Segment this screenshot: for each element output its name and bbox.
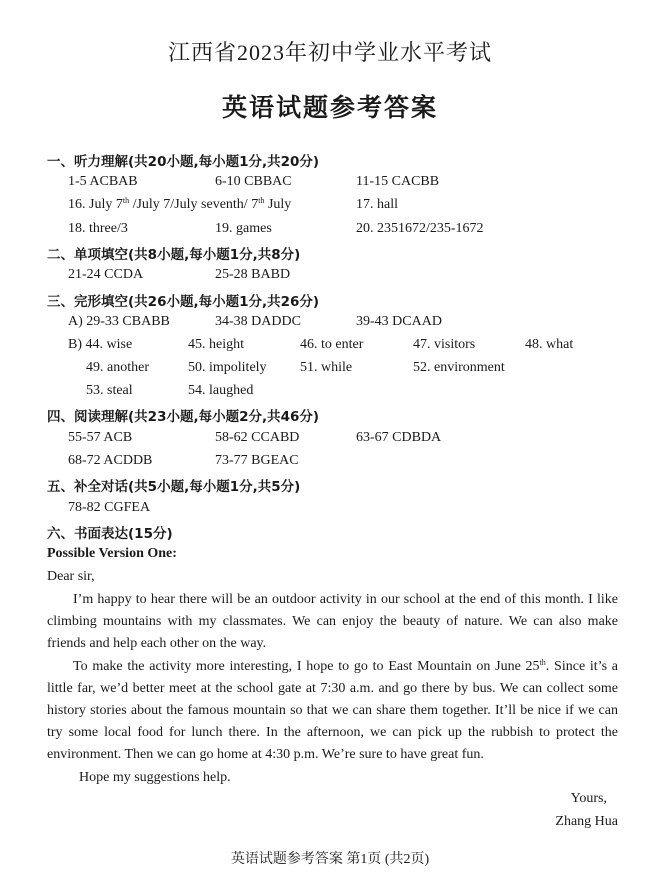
answer-6-10: 6-10 CBBAC (215, 174, 292, 189)
section-heading-dialogue: 五、补全对话(共5小题,每小题1分,共5分) (47, 479, 301, 495)
answer-49: 49. another (86, 360, 149, 375)
answer-50: 50. impolitely (188, 360, 267, 375)
essay-body (47, 589, 618, 789)
answer-51: 51. while (300, 360, 353, 375)
answer-19: 19. games (215, 221, 272, 236)
document-title: 英语试题参考答案 (221, 95, 438, 122)
answer-78-82: 78-82 CGFEA (68, 500, 151, 515)
essay-paragraph-3: Hope my suggestions help. (79, 769, 231, 785)
section-heading-listening: 一、听力理解(共20小题,每小题1分,共20分) (47, 154, 320, 170)
answer-18: 18. three/3 (68, 221, 128, 236)
answer-63-67: 63-67 CDBDA (356, 430, 442, 445)
answer-34-38: 34-38 DADDC (215, 314, 301, 329)
answer-54: 54. laughed (188, 383, 254, 398)
exam-title: 江西省2023年初中学业水平考试 (167, 40, 492, 65)
answer-53: 53. steal (86, 383, 133, 398)
answer-45: 45. height (188, 337, 244, 352)
answer-46: 46. to enter (300, 337, 364, 352)
answer-17: 17. hall (356, 197, 398, 212)
section-heading-reading: 四、阅读理解(共23小题,每小题2分,共46分) (47, 409, 320, 425)
answer-44: B) 44. wise (68, 337, 133, 352)
answer-48: 48. what (525, 337, 574, 352)
answer-39-43: 39-43 DCAAD (356, 314, 442, 329)
answer-16: 16. July 7th /July 7/July seventh/ 7th July (68, 196, 292, 212)
answer-29-33: A) 29-33 CBABB (68, 314, 170, 329)
answer-55-57: 55-57 ACB (68, 430, 133, 445)
section-heading-single-choice: 二、单项填空(共8小题,每小题1分,共8分) (47, 247, 301, 263)
answer-11-15: 11-15 CACBB (356, 174, 440, 189)
answer-58-62: 58-62 CCABD (215, 430, 300, 445)
answer-21-24: 21-24 CCDA (68, 267, 144, 282)
essay-heading: Possible Version One: (47, 546, 177, 561)
essay-paragraph-2: To make the activity more interesting, I hope to go to East Mountain on June 25th. Since it’s a little far, we’d better meet at the school gate at 7:30 a.m. and go there by bus. We can collect some history stories about the famous mountain so that we can share them together. It’ll be nice if we can try some local food for lunch there. In the afternoon, we can pick up the rubbish to protect the environment. Then we can go home at 4:30 p.m. We’re sure to have great fun. (47, 657, 618, 763)
answer-1-5: 1-5 ACBAB (68, 174, 138, 189)
answer-47: 47. visitors (413, 337, 476, 352)
section-heading-cloze: 三、完形填空(共26小题,每小题1分,共26分) (47, 294, 320, 310)
section-heading-writing: 六、书面表达(15分) (47, 526, 173, 542)
essay-signature: Zhang Hua (555, 814, 618, 829)
essay-closing: Yours, (570, 791, 607, 806)
essay-salutation: Dear sir, (47, 569, 95, 584)
page-footer: 英语试题参考答案 第1页 (共2页) (230, 852, 430, 867)
answer-68-72: 68-72 ACDDB (68, 453, 153, 468)
answer-20: 20. 2351672/235-1672 (356, 221, 484, 236)
answer-52: 52. environment (413, 360, 505, 375)
answer-73-77: 73-77 BGEAC (215, 453, 299, 468)
essay-paragraph-1: I’m happy to hear there will be an outdoor activity in our school at the end of this month. I like climbing mountains with my classmates. We can enjoy the beauty of nature. We can also make friends and help each other on the way. (47, 592, 618, 652)
answer-25-28: 25-28 BABD (215, 267, 291, 282)
